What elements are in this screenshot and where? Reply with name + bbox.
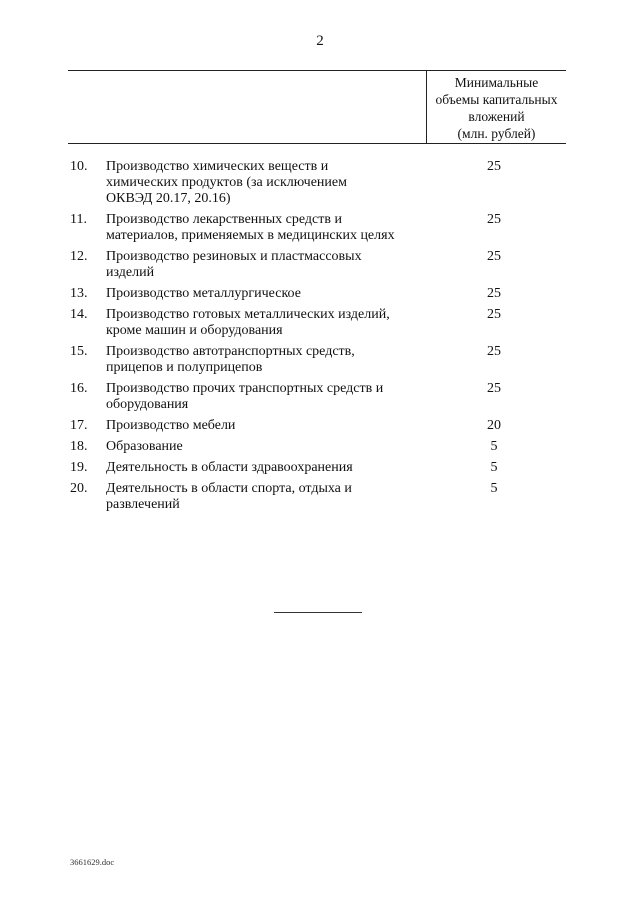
activity-name-line: Производство мебели	[106, 418, 236, 433]
activity-name	[106, 286, 426, 302]
table-row	[0, 439, 640, 455]
row-number: 16.	[70, 381, 88, 396]
activity-name	[106, 481, 426, 513]
activity-name-line: ОКВЭД 20.17, 20.16)	[106, 191, 231, 206]
activity-name-line: оборудования	[106, 397, 189, 412]
activity-name-line: развлечений	[106, 497, 180, 512]
row-number: 15.	[70, 344, 88, 359]
min-investment-value: 25	[487, 286, 501, 301]
table-row	[0, 159, 640, 207]
row-number: 18.	[70, 439, 88, 454]
min-investment-value: 25	[487, 381, 501, 396]
activity-name-line: прицепов и полуприцепов	[106, 360, 263, 375]
activity-name-line: Производство лекарственных средств и	[106, 212, 342, 227]
activity-name	[106, 159, 426, 207]
activity-name	[106, 249, 426, 281]
column-header-line: (млн. рублей)	[457, 126, 536, 141]
column-header-min-investment	[427, 74, 566, 142]
activity-name-line: Производство автотранспортных средств,	[106, 344, 355, 359]
row-number: 20.	[70, 481, 88, 496]
activity-name-line: изделий	[106, 265, 155, 280]
activity-name-line: Производство резиновых и пластмассовых	[106, 249, 362, 264]
activity-name-line: Деятельность в области спорта, отдыха и	[106, 481, 352, 496]
min-investment-value: 25	[487, 307, 501, 322]
table-row	[0, 481, 640, 513]
activity-name-line: материалов, применяемых в медицинских целях	[106, 228, 395, 243]
table-row	[0, 460, 640, 476]
document-file-id: 3661629.doc	[70, 857, 115, 867]
min-investment-value: 5	[490, 481, 498, 496]
activity-name	[106, 212, 426, 244]
min-investment-value: 5	[490, 460, 498, 475]
min-investment-value: 5	[490, 439, 498, 454]
row-number: 17.	[70, 418, 88, 433]
table-row	[0, 249, 640, 281]
row-number: 13.	[70, 286, 88, 301]
row-number: 10.	[70, 159, 88, 174]
table-row	[0, 307, 640, 339]
row-number: 12.	[70, 249, 88, 264]
table-row	[0, 381, 640, 413]
end-of-document-line	[274, 612, 362, 613]
activity-name	[106, 344, 426, 376]
activity-name	[106, 460, 426, 476]
activity-name-line: Деятельность в области здравоохранения	[106, 460, 353, 475]
table-row	[0, 286, 640, 302]
min-investment-value: 20	[487, 418, 501, 433]
activity-name-line: химических продуктов (за исключением	[106, 175, 347, 190]
activity-name-line: Производство прочих транспортных средств и	[106, 381, 384, 396]
activity-name-line: Образование	[106, 439, 183, 454]
min-investment-value: 25	[487, 212, 501, 227]
activity-name-line: кроме машин и оборудования	[106, 323, 283, 338]
activity-name-line: Производство готовых металлических изделий,	[106, 307, 390, 322]
activity-name-line: Производство химических веществ и	[106, 159, 329, 174]
table-header	[68, 70, 566, 144]
row-number: 19.	[70, 460, 88, 475]
row-number: 14.	[70, 307, 88, 322]
column-header-line: вложений	[468, 109, 525, 124]
activity-name	[106, 307, 426, 339]
table-row	[0, 418, 640, 434]
min-investment-value: 25	[487, 344, 501, 359]
activity-name	[106, 439, 426, 455]
table-row	[0, 212, 640, 244]
min-investment-value: 25	[487, 249, 501, 264]
table-body	[0, 159, 640, 518]
column-header-line: объемы капитальных	[435, 92, 558, 107]
activity-name	[106, 418, 426, 434]
activity-name	[106, 381, 426, 413]
page-number: 2	[316, 33, 324, 49]
table-row	[0, 344, 640, 376]
row-number: 11.	[70, 212, 87, 227]
activity-name-line: Производство металлургическое	[106, 286, 301, 301]
column-header-line: Минимальные	[454, 75, 539, 90]
min-investment-value: 25	[487, 159, 501, 174]
